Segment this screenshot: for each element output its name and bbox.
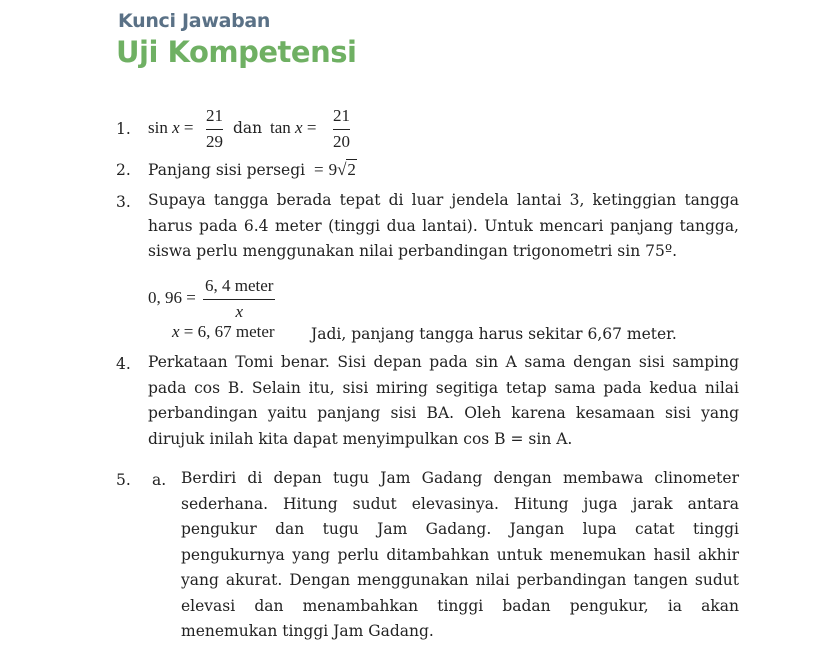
item-4-text: Perkataan Tomi benar. Sisi depan pada sin A sama dengan sisi samping pada cos B. Selain itu, sisi miring segitiga tetap sama pada kedua nilai perbandingan yaitu panjang sisi BA. Oleh karena kesamaan sisi yang dirujuk inilah kita dapat menyimpulkan cos B = sin A. [148, 353, 739, 448]
sub-item-label-a: a. [152, 471, 167, 489]
item-3-text: Supaya tangga berada tepat di luar jendela lantai 3, ketinggian tangga harus pada 6.4 meter (tinggi dua lantai). Untuk mencari panjang tangga, siswa perlu menggunakan nilai perbandingan trigonometri sin 75º. [148, 191, 739, 260]
sin-numerator: 21 [206, 106, 223, 125]
item-number-2: 2. [116, 161, 131, 179]
item-5a-text: Berdiri di depan tugu Jam Gadang dengan membawa clinometer sederhana. Hitung sudut elevasinya. Hitung juga jarak antara pengukur dan tugu Jam Gadang. Jangan lupa catat tinggi pengukurnya yang perlu ditambahkan untuk menemukan hasil akhir yang akurat. Dengan menggunakan nilai perbandingan tangen sudut elevasi dan menambahkan tinggi badan pengukur, ia akan menemukan tinggi Jam Gadang. [181, 469, 739, 640]
item-number-4: 4. [116, 355, 131, 373]
item-2-text: Panjang sisi persegi = 9√2 [148, 160, 356, 179]
item-number-1: 1. [116, 120, 131, 138]
item-number-5: 5. [116, 471, 131, 489]
section-kicker: Kunci Jawaban [118, 10, 271, 32]
fraction-bar [203, 299, 275, 300]
sin-denominator: 29 [206, 132, 223, 151]
equation-2: x = 6, 67 meter [172, 322, 275, 341]
equation-1-left: 0, 96 = [148, 288, 196, 307]
sin-expression: sin x = [148, 118, 194, 137]
sqrt-icon: √ [337, 160, 347, 179]
dan-word: dan [233, 119, 263, 137]
tan-fraction [333, 106, 350, 152]
tan-expression: tan x = [270, 118, 317, 137]
tan-numerator: 21 [333, 106, 350, 125]
page-title: Uji Kompetensi [116, 35, 357, 69]
fraction-bar [206, 129, 223, 130]
fraction-bar [333, 129, 350, 130]
item-3-conclusion: Jadi, panjang tangga harus sekitar 6,67 meter. [311, 325, 677, 343]
equation-1-fraction [205, 276, 273, 322]
sqrt-radicand: 2 [347, 160, 356, 179]
eq1-denominator: x [235, 302, 243, 321]
tan-denominator: 20 [333, 132, 350, 151]
item-number-3: 3. [116, 193, 131, 211]
sin-fraction [206, 106, 223, 152]
eq1-numerator: 6, 4 meter [205, 276, 274, 295]
